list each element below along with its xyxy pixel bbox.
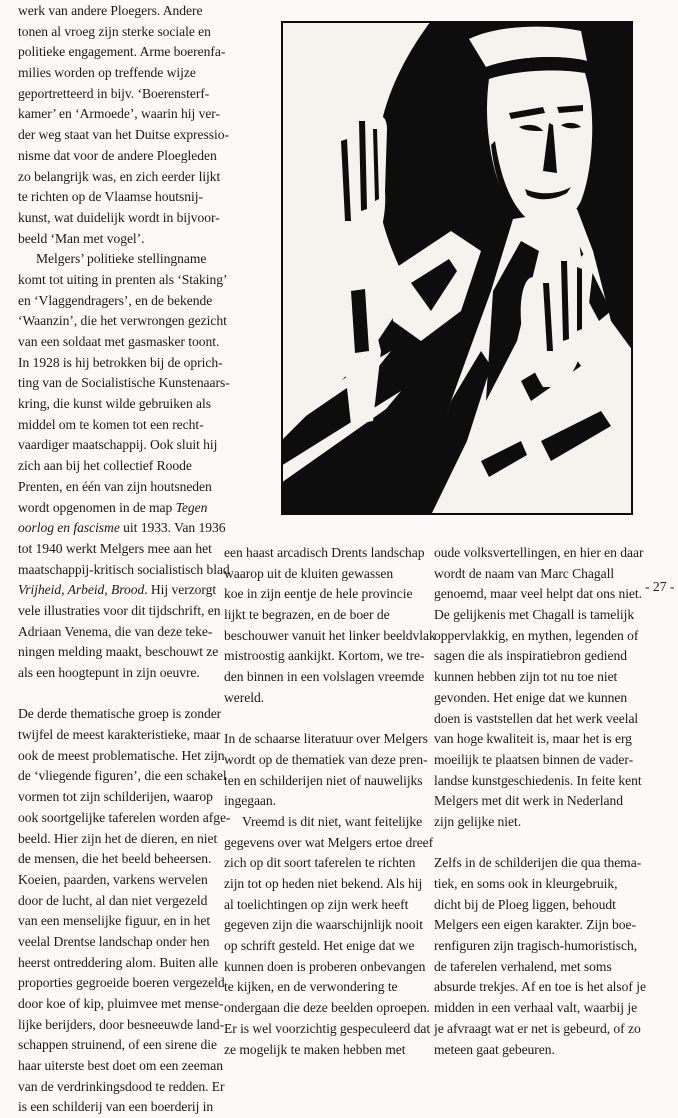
text-run: ten en schilderijen niet of nauwelijks [224, 772, 423, 788]
text-line [18, 332, 230, 353]
text-run: zijn tot op heden niet bekend. Als hij [224, 876, 423, 891]
text-line [18, 1077, 230, 1098]
page-number: - 27 - [645, 579, 675, 594]
italic-title: Tegen [175, 499, 208, 515]
text-line [224, 833, 436, 854]
text-run: vaardiger maatschappij. Ook sluit hij [18, 437, 218, 453]
text-run: geportretteerd in bijv. ‘Boerensterf- [18, 85, 210, 101]
text-run: vele illustraties voor dit tijdschrift, en [18, 602, 221, 618]
text-run: . Hij verzorgt [144, 582, 217, 598]
text-line [18, 953, 230, 974]
text-line [18, 498, 230, 519]
text-run: komt tot uiting in prenten als ‘Staking’ [18, 271, 228, 287]
text-run: de taferelen verhalend, met soms [434, 958, 612, 974]
text-run: zich aan bij het collectief Roode [18, 458, 192, 474]
text-line [434, 605, 646, 626]
text-line [224, 626, 436, 647]
text-run: De derde thematische groep is zonder [18, 706, 222, 722]
text-line [18, 994, 230, 1015]
text-run: Melgers een eigen karakter. Zijn boe- [434, 917, 636, 933]
text-line [434, 771, 646, 792]
text-run: tot 1940 werkt Melgers mee aan het [18, 540, 212, 556]
text-line [18, 415, 230, 436]
text-run: doen is vaststellen dat het werk veelal [434, 710, 639, 726]
text-run: lijkt te begrazen, en de boer de [224, 607, 390, 623]
text-line [224, 791, 436, 812]
paragraph-gap [18, 684, 230, 705]
text-line [18, 787, 230, 808]
text-run: genoemd, maar veel helpt dat ons niet. [434, 586, 642, 602]
text-run: en ‘Vlaggendragers’, en de bekende [18, 292, 213, 308]
text-line [224, 874, 436, 895]
text-line [18, 891, 230, 912]
text-line [18, 766, 230, 787]
text-run: renfiguren zijn tragisch-humoristisch, [434, 938, 638, 954]
text-line [18, 580, 230, 601]
text-run: zich op dit soort taferelen te richten [224, 855, 416, 871]
text-run: is een schilderij van een boerderij in [18, 1099, 214, 1115]
text-run: van een menselijke figuur, en in het [18, 913, 211, 929]
text-line [434, 1040, 646, 1061]
text-line [224, 812, 436, 833]
text-line [434, 915, 646, 936]
text-line [18, 601, 230, 622]
text-line [434, 709, 646, 730]
text-line [18, 932, 230, 953]
text-run: beeld. Hier zijn het de dieren, en niet [18, 830, 218, 846]
italic-title: Vrijheid, Arbeid, Brood [18, 582, 145, 598]
text-line [18, 663, 230, 684]
text-run: kunst, wat duidelijk wordt in bijvoor- [18, 209, 220, 225]
text-line [434, 688, 646, 709]
text-line [18, 518, 230, 539]
text-run: wordt opgenomen in de map [18, 499, 176, 515]
text-run: beeld ‘Man met vogel’. [18, 230, 145, 246]
text-line [18, 373, 230, 394]
text-run: een haast arcadisch Drents landschap [224, 545, 425, 560]
text-run: ook soortgelijke taferelen worden afge- [18, 809, 231, 825]
text-run: sagen die als inspiratiebron gediend [434, 648, 627, 664]
text-run: je afvraagt wat er net is gebeurd, of zo [434, 1020, 641, 1036]
text-line [224, 729, 436, 750]
text-run: In 1928 is hij betrokken bij de oprich- [18, 354, 223, 370]
text-column-left [18, 1, 230, 1118]
text-run: op schrift gesteld. Het enige dat we [224, 938, 415, 954]
text-run: lijke berijders, door besneeuwde land- [18, 1016, 225, 1032]
text-line [224, 584, 436, 605]
text-run: kunnen doen is proberen onbevangen [224, 958, 426, 974]
text-run: middel om te komen tot een recht- [18, 416, 204, 432]
text-line [18, 208, 230, 229]
text-run: door de lucht, al dan niet vergezeld [18, 892, 208, 908]
text-run: te kijken, en de verwondering te [224, 979, 398, 995]
text-run: waarop uit de kluiten gewassen [224, 565, 394, 581]
text-run: ook de meest problematische. Het zijn [18, 747, 225, 763]
text-line [224, 771, 436, 792]
text-line [434, 874, 646, 895]
text-run: dicht bij de Ploeg liggen, behoudt [434, 896, 616, 912]
text-line [434, 977, 646, 998]
text-line [224, 915, 436, 936]
text-run: kunnen hebben zijn tot nu toe niet [434, 669, 618, 685]
text-run: oppervlakkig, en mythen, legenden of [434, 627, 639, 643]
text-line [18, 63, 230, 84]
text-line [434, 750, 646, 771]
text-run: koe in zijn eentje de hele provincie [224, 586, 413, 602]
text-run: als een hoogtepunt in zijn oeuvre. [18, 665, 200, 680]
text-run: mistroostig aankijkt. Kortom, we tre- [224, 648, 425, 664]
text-line [224, 936, 436, 957]
text-run: ondergaan die deze beelden oproepen. [224, 1000, 430, 1016]
text-run: veelal Drentse landschap onder hen [18, 933, 210, 949]
text-line [224, 998, 436, 1019]
paragraph-gap [434, 833, 646, 854]
text-run: te richten op de Vlaamse houtsnij- [18, 189, 203, 205]
text-run: ting van de Socialistische Kunstenaars- [18, 375, 230, 391]
text-line [18, 187, 230, 208]
text-line [18, 311, 230, 332]
text-run: politieke engagement. Arme boerenfa- [18, 44, 226, 60]
text-run: van de verdrinkingsdood te redden. Er [18, 1078, 225, 1094]
text-run: de ‘vliegende figuren’, die een schakel [18, 768, 227, 784]
text-run: de mensen, die het beeld beheersen. [18, 851, 212, 867]
text-line [434, 853, 646, 874]
text-line [18, 229, 230, 250]
text-line [18, 435, 230, 456]
text-line [18, 973, 230, 994]
text-run: De gelijkenis met Chagall is tamelijk [434, 607, 635, 623]
text-run: Melgers met dit werk in Nederland [434, 793, 623, 809]
text-run: beschouwer vanuit het linker beeldvlak [224, 627, 436, 643]
text-run: tiek, en soms ook in kleurgebruik, [434, 876, 618, 891]
text-run: wordt op de thematiek van deze pren- [224, 751, 428, 767]
text-line [224, 688, 436, 709]
text-line [224, 957, 436, 978]
text-run: haar uiterste best doet om een zeeman [18, 1058, 223, 1074]
text-run: wereld. [224, 689, 265, 705]
text-run: heerst ontreddering alom. Buiten alle [18, 954, 219, 970]
text-line [18, 725, 230, 746]
text-line [18, 249, 230, 270]
text-line [18, 1015, 230, 1036]
text-run: nisme dat voor de andere Ploegleden [18, 147, 217, 163]
text-run: Zelfs in de schilderijen die qua thema- [434, 855, 642, 871]
text-line [434, 564, 646, 585]
text-run: vormen tot zijn schilderijen, waarop [18, 789, 213, 805]
text-run: ningen melding maakt, beschouwt ze [18, 644, 219, 660]
text-line [434, 543, 646, 564]
text-run: midden in een verhaal valt, waarbij je [434, 1000, 638, 1016]
text-run: ze mogelijk te maken hebben met [224, 1041, 406, 1057]
italic-title: oorlog en fascisme [18, 520, 120, 536]
text-run: Adriaan Venema, die van deze teke- [18, 623, 213, 639]
text-line [434, 1019, 646, 1040]
text-run: schappen struinend, of een sirene die [18, 1037, 217, 1053]
text-run: moeilijk te plaatsen binnen de vader- [434, 751, 634, 767]
text-line [434, 812, 646, 833]
text-run: Melgers’ politieke stellingname [36, 251, 207, 267]
text-line [434, 957, 646, 978]
text-run: Koeien, paarden, varkens wervelen [18, 871, 208, 887]
text-line [18, 911, 230, 932]
text-line [18, 42, 230, 63]
text-line [18, 477, 230, 498]
text-line [18, 146, 230, 167]
text-line [18, 291, 230, 312]
text-line [18, 1097, 230, 1118]
woodcut-figure-with-raised-hands-icon [281, 21, 633, 515]
text-line [18, 104, 230, 125]
text-line [18, 22, 230, 43]
text-run: van hoge kwaliteit is, maar het is erg [434, 731, 632, 747]
text-run: oude volksvertellingen, en hier en daar [434, 545, 644, 560]
text-line [18, 353, 230, 374]
text-run: tonen al vroeg zijn sterke sociale en [18, 23, 211, 39]
text-run: ‘Waanzin’, die het verwrongen gezicht [18, 313, 227, 329]
text-line [18, 1056, 230, 1077]
text-line [224, 564, 436, 585]
text-line [18, 456, 230, 477]
text-run: meteen gaat gebeuren. [434, 1041, 555, 1057]
text-run: gegeven zijn die waarschijnlijk nooit [224, 917, 423, 933]
text-line [18, 849, 230, 870]
text-run: gevonden. Het enige dat we kunnen [434, 689, 628, 705]
text-run: landse kunstgeschiedenis. In feite kent [434, 772, 642, 788]
text-line [18, 270, 230, 291]
text-run: twijfel de meest karakteristieke, maar [18, 727, 221, 743]
text-column-right [434, 543, 646, 1060]
text-line [18, 125, 230, 146]
text-line [18, 84, 230, 105]
text-run: al toelichtingen op zijn werk heeft [224, 896, 409, 912]
text-line [18, 704, 230, 725]
text-run: van een soldaat met gasmasker toont. [18, 334, 220, 349]
text-run: kamer’ en ‘Armoede’, waarin hij ver- [18, 106, 220, 122]
text-line [18, 560, 230, 581]
text-run: zijn gelijke niet. [434, 813, 522, 829]
text-line [18, 1, 230, 22]
text-run: milies worden op treffende wijze [18, 65, 196, 81]
text-run: uit 1933. Van 1936 [119, 520, 226, 536]
text-run: gegevens over wat Melgers ertoe dreef [224, 834, 434, 850]
text-line [18, 394, 230, 415]
text-line [224, 750, 436, 771]
text-run: maatschappij-kritisch socialistisch blad [18, 561, 230, 577]
text-line [224, 1040, 436, 1061]
text-line [434, 998, 646, 1019]
text-run: Prenten, en één van zijn houtsneden [18, 478, 212, 494]
text-line [18, 808, 230, 829]
text-run: der weg staat van het Duitse expressio- [18, 127, 229, 143]
text-run: door koe of kip, pluimvee met mense- [18, 996, 224, 1011]
text-run: werk van andere Ploegers. Andere [18, 3, 203, 18]
text-run: In de schaarse literatuur over Melgers [224, 731, 428, 747]
text-run: kring, die kunst wilde gebruiken als [18, 396, 212, 412]
text-line [224, 667, 436, 688]
text-run: ingegaan. [224, 793, 277, 809]
text-run: den binnen in een volslagen vreemde [224, 669, 425, 685]
text-run: proporties gegroeide boeren vergezeld [18, 975, 225, 991]
text-line [18, 1035, 230, 1056]
text-line [224, 605, 436, 626]
text-line [18, 167, 230, 188]
text-line [18, 642, 230, 663]
text-line [434, 646, 646, 667]
text-line [434, 729, 646, 750]
text-line [224, 646, 436, 667]
paragraph-gap [224, 709, 436, 730]
text-line [434, 667, 646, 688]
text-line [18, 829, 230, 850]
text-line [18, 746, 230, 767]
text-line [18, 539, 230, 560]
text-run: zo belangrijk was, en zich eerder lijkt [18, 168, 221, 184]
text-line [434, 584, 646, 605]
text-line [18, 870, 230, 891]
text-line [434, 626, 646, 647]
text-column-middle [224, 543, 436, 1060]
text-line [434, 936, 646, 957]
text-run: Er is wel voorzichtig gespeculeerd dat [224, 1020, 431, 1036]
text-line [224, 1019, 436, 1040]
text-run: absurde trekjes. Af en toe is het alsof je [434, 979, 646, 995]
text-run: Vreemd is dit niet, want feitelijke [242, 813, 423, 829]
text-line [224, 543, 436, 564]
text-line [224, 853, 436, 874]
text-line [434, 895, 646, 916]
text-line [224, 977, 436, 998]
text-line [224, 895, 436, 916]
text-run: wordt de naam van Marc Chagall [434, 565, 615, 581]
text-line [434, 791, 646, 812]
text-line [18, 622, 230, 643]
